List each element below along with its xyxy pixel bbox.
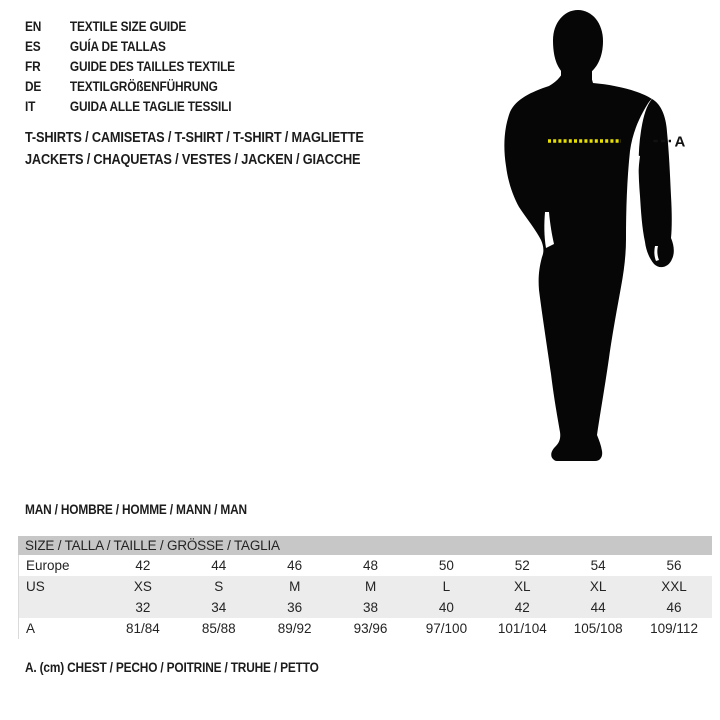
language-label: TEXTILE SIZE GUIDE [69,19,187,34]
table-row-chest-a [19,618,712,639]
size-cell: 85/88 [201,621,236,636]
size-cell: 97/100 [425,621,468,636]
man-silhouette-figure [480,0,720,480]
size-table-body [18,555,712,639]
size-cell: 54 [590,558,606,573]
language-code: EN [25,19,42,34]
language-label: GUÍA DE TALLAS [69,39,166,54]
language-label: GUIDA ALLE TAGLIE TESSILI [69,99,232,114]
size-cell: 46 [666,600,682,615]
size-cell: XXL [661,579,687,594]
table-row-us [19,576,712,597]
size-table [18,536,712,639]
language-code: IT [25,99,36,114]
row-label: Europe [26,558,70,573]
measure-label-a: A [674,133,686,151]
table-row-alt [19,597,712,618]
size-cell: 34 [211,600,227,615]
size-cell: XL [514,579,531,594]
size-cell: 42 [514,600,530,615]
size-cell: 44 [590,600,606,615]
size-cell: 46 [287,558,303,573]
size-cell: 42 [135,558,151,573]
size-cell: M [364,579,377,594]
section-heading-man: MAN / HOMBRE / HOMME / MANN / MAN [25,502,247,517]
language-label: TEXTILGRÖßENFÜHRUNG [69,79,218,94]
size-cell: 89/92 [277,621,312,636]
language-code: ES [25,39,41,54]
size-cell: 32 [135,600,151,615]
size-cell: XS [133,579,152,594]
size-cell: S [214,579,224,594]
language-list [25,17,235,117]
size-cell: 50 [438,558,454,573]
size-cell: 105/108 [573,621,623,636]
right-arm-silhouette [639,99,674,267]
language-code: DE [25,79,42,94]
row-label: A [26,621,36,636]
language-label: GUIDE DES TAILLES TEXTILE [69,59,235,74]
arm-torso-gap [630,154,640,232]
measurement-footnote: A. (cm) CHEST / PECHO / POITRINE / TRUHE / PETTO [25,660,319,675]
size-cell: 101/104 [497,621,547,636]
body-silhouette [504,66,652,461]
size-cell: 93/96 [353,621,388,636]
table-row-europe [19,555,712,576]
product-type-lines [25,127,364,171]
size-cell: 52 [514,558,530,573]
size-cell: 38 [363,600,379,615]
product-line-tshirts: T-SHIRTS / CAMISETAS / T-SHIRT / T-SHIRT / MAGLIETTE [25,130,364,146]
size-cell: 48 [363,558,379,573]
size-cell: XL [589,579,607,594]
size-cell: 81/84 [126,621,160,636]
size-cell: 109/112 [650,621,698,636]
size-cell: 56 [666,558,682,573]
head-silhouette [553,10,603,78]
size-cell: 40 [438,600,454,615]
size-cell: M [289,579,301,594]
size-cell: 44 [211,558,227,573]
size-guide-figure [480,0,720,480]
size-cell: L [442,579,451,594]
language-code: FR [25,59,41,74]
product-line-jackets: JACKETS / CHAQUETAS / VESTES / JACKEN / GIACCHE [25,152,361,168]
row-label: US [26,579,45,594]
size-cell: 36 [287,600,303,615]
size-table-header: SIZE / TALLA / TAILLE / GRÖSSE / TAGLIA [18,536,712,555]
